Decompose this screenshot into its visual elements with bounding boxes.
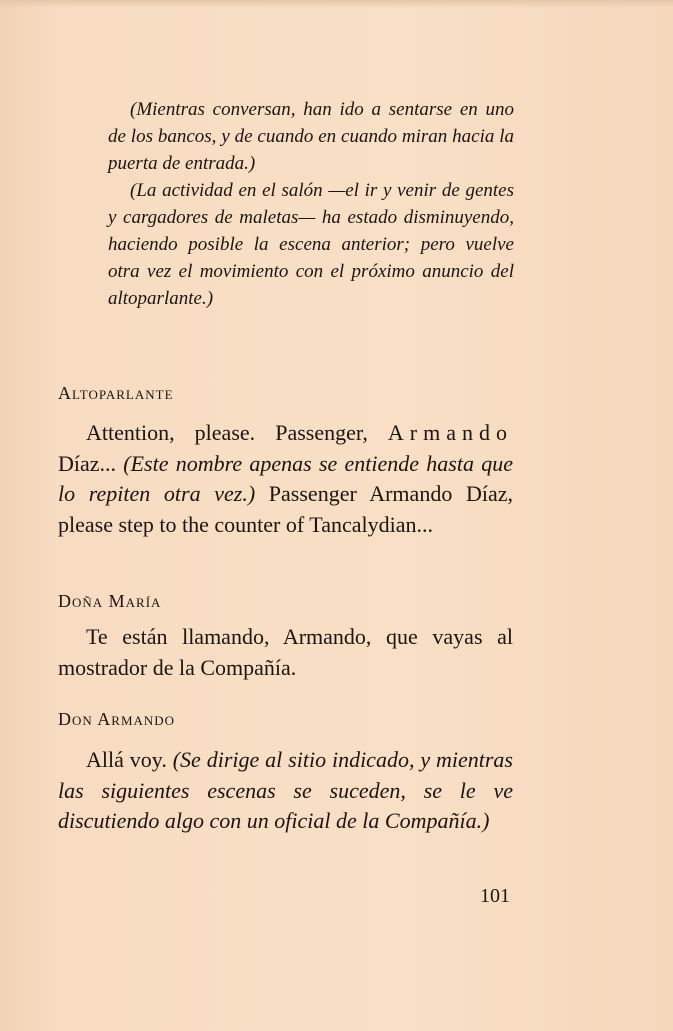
speech-1-part-c: Passenger Armando Díaz, please step to the counter of Tancalydian... <box>58 481 513 537</box>
speaker-don-armando: Don Armando <box>58 709 176 729</box>
speech-altoparlante <box>58 418 513 540</box>
speech-3-stage-note: (Se dirige al sitio indicado, y mientras las siguientes escenas se suceden, se le ve discutiendo algo con un oficial de la Compañía.) <box>58 747 513 833</box>
speaker-dona-maria: Doña María <box>58 591 162 611</box>
speech-1-stage-note: (Este nombre apenas se entiende hasta que lo repiten otra vez.) <box>58 450 513 506</box>
page-edge-shadow <box>0 0 673 8</box>
stage-directions <box>108 96 514 312</box>
speech-dona-maria <box>58 622 513 683</box>
stage-direction-2: (La actividad en el salón —el ir y venir de gentes y cargadores de maletas— ha estado disminuyendo, haciendo posible la escena anterior; pero vuelve otra vez el movimiento con el próximo anuncio del altoparlante.) <box>108 180 514 309</box>
speech-1-name: Armando <box>387 420 513 445</box>
speech-1-part-b: Díaz... <box>58 450 124 476</box>
speaker-altoparlante: Altoparlante <box>58 383 174 403</box>
stage-direction-1: (Mientras conversan, han ido a sentarse en uno de los bancos, y de cuando en cuando miran hacia la puerta de entrada.) <box>108 99 514 174</box>
speech-don-armando <box>58 745 513 837</box>
speech-1-part-a: Attention, please. Passenger, <box>86 420 388 445</box>
speech-3-part-a: Allá voy. <box>86 747 173 772</box>
speech-2-text: Te están llamando, Armando, que vayas al mostrador de la Compañía. <box>58 624 513 680</box>
page-number: 101 <box>480 885 510 907</box>
